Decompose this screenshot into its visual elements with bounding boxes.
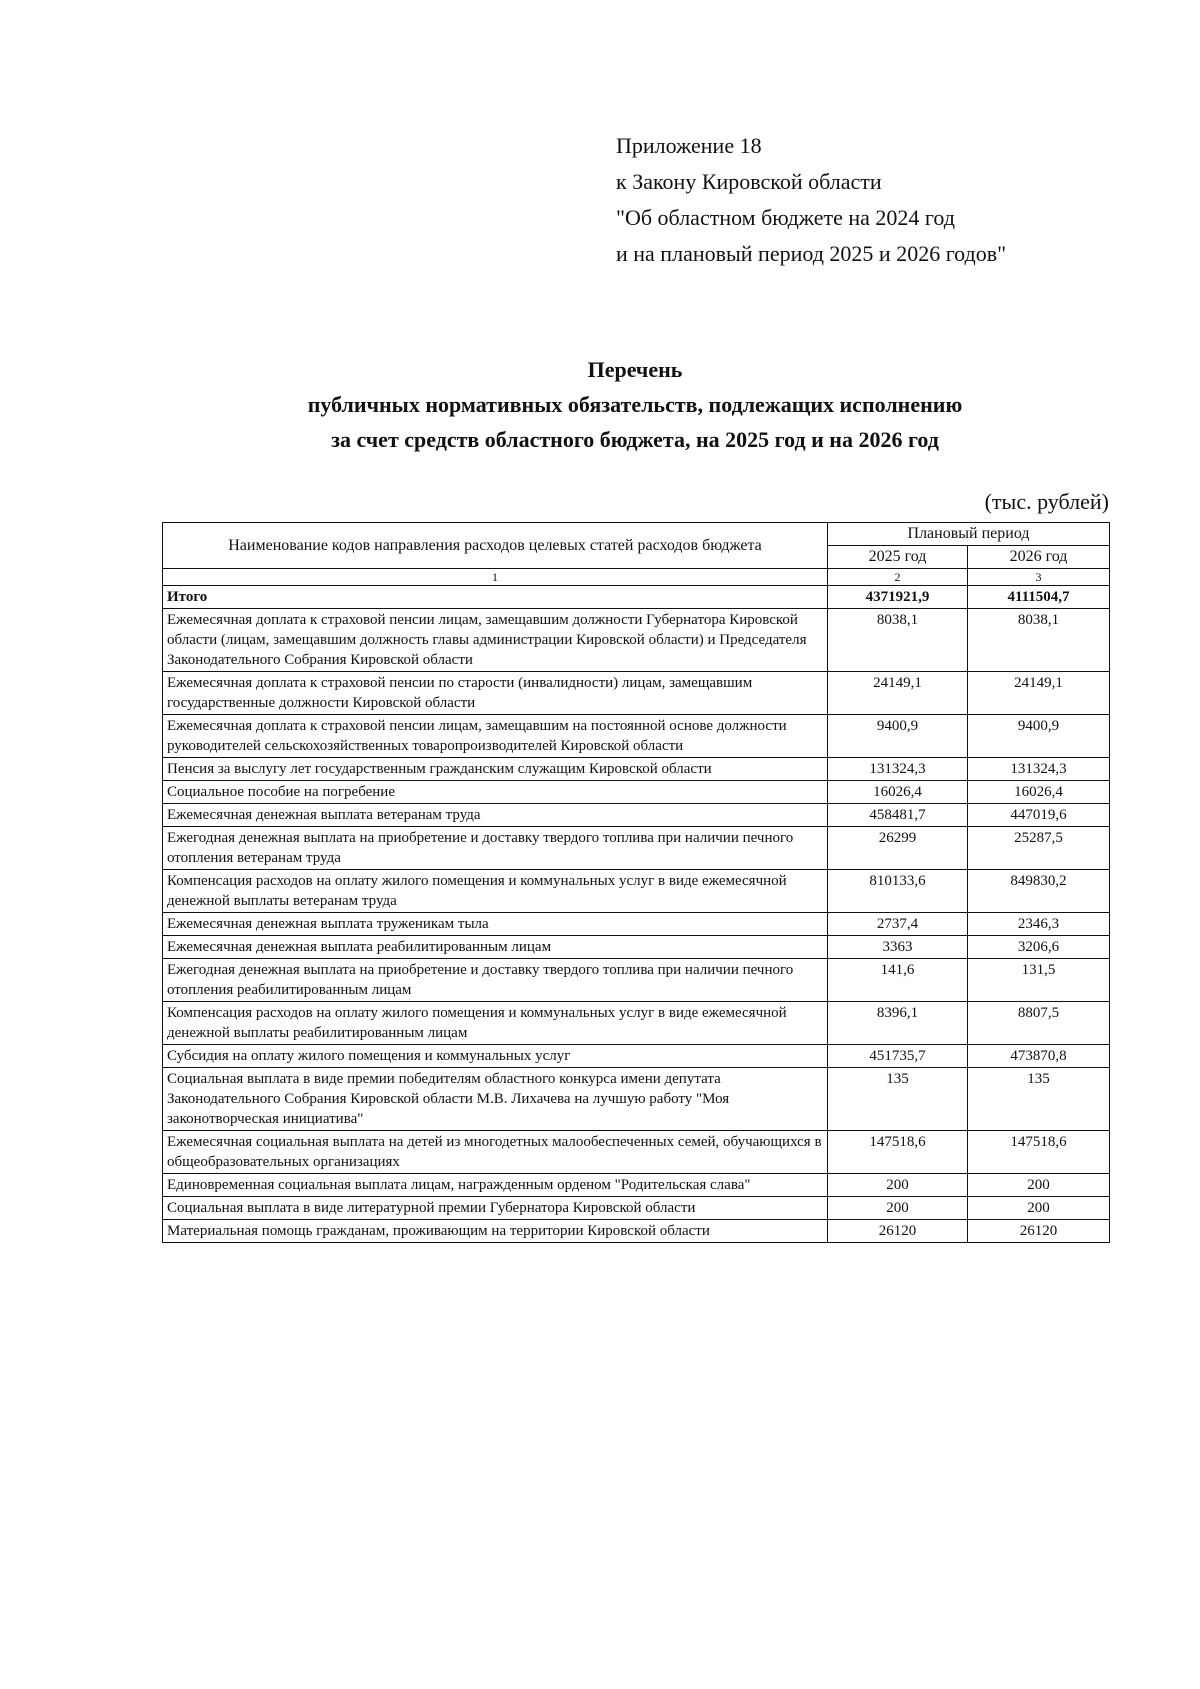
row-value-2025: 135 xyxy=(828,1068,968,1131)
row-value-2025: 24149,1 xyxy=(828,672,968,715)
row-name: Ежегодная денежная выплата на приобретение и доставку твердого топлива при наличии печного отопления реабилитированным лицам xyxy=(163,959,828,1002)
title-line: за счет средств областного бюджета, на 2025 год и на 2026 год xyxy=(331,427,939,452)
row-value-2025: 200 xyxy=(828,1197,968,1220)
row-value-2026: 8807,5 xyxy=(968,1002,1110,1045)
row-value-2026: 16026,4 xyxy=(968,781,1110,804)
row-value-2025: 458481,7 xyxy=(828,804,968,827)
appendix-line: Приложение 18 xyxy=(616,133,762,158)
appendix-reference xyxy=(616,128,1006,272)
row-name: Единовременная социальная выплата лицам, награжденным орденом "Родительская слава" xyxy=(163,1174,828,1197)
appendix-line: к Закону Кировской области xyxy=(616,169,882,194)
row-value-2025: 451735,7 xyxy=(828,1045,968,1068)
row-value-2026: 473870,8 xyxy=(968,1045,1110,1068)
row-name: Пенсия за выслугу лет государственным гражданским служащим Кировской области xyxy=(163,758,828,781)
row-value-2026: 147518,6 xyxy=(968,1131,1110,1174)
table-row xyxy=(163,959,1110,1002)
row-value-2025: 141,6 xyxy=(828,959,968,1002)
header-year-2025: 2025 год xyxy=(828,546,968,569)
table-row xyxy=(163,758,1110,781)
table-row xyxy=(163,1220,1110,1243)
row-value-2025: 200 xyxy=(828,1174,968,1197)
row-value-2025: 26120 xyxy=(828,1220,968,1243)
table-row xyxy=(163,1002,1110,1045)
table-row xyxy=(163,913,1110,936)
row-value-2025: 3363 xyxy=(828,936,968,959)
row-value-2026: 2346,3 xyxy=(968,913,1110,936)
row-value-2026: 131324,3 xyxy=(968,758,1110,781)
row-value-2026: 24149,1 xyxy=(968,672,1110,715)
header-period: Плановый период xyxy=(828,523,1110,546)
row-value-2026: 8038,1 xyxy=(968,609,1110,672)
table-row xyxy=(163,870,1110,913)
row-value-2025: 8396,1 xyxy=(828,1002,968,1045)
row-value-2026: 200 xyxy=(968,1174,1110,1197)
table-row xyxy=(163,1045,1110,1068)
total-row xyxy=(163,586,1110,609)
table-row xyxy=(163,672,1110,715)
row-name: Ежемесячная денежная выплата труженикам тыла xyxy=(163,913,828,936)
row-value-2025: 26299 xyxy=(828,827,968,870)
row-name: Ежемесячная социальная выплата на детей из многодетных малообеспеченных семей, обучающихся в общеобразовательных организациях xyxy=(163,1131,828,1174)
document-title xyxy=(150,352,1120,457)
obligations-table xyxy=(162,522,1110,1243)
row-value-2026: 3206,6 xyxy=(968,936,1110,959)
row-value-2025: 131324,3 xyxy=(828,758,968,781)
table-row xyxy=(163,1197,1110,1220)
column-number: 3 xyxy=(968,569,1110,586)
table-row xyxy=(163,781,1110,804)
row-name: Социальное пособие на погребение xyxy=(163,781,828,804)
row-value-2025: 2737,4 xyxy=(828,913,968,936)
row-name: Ежегодная денежная выплата на приобретение и доставку твердого топлива при наличии печного отопления ветеранам труда xyxy=(163,827,828,870)
row-name: Ежемесячная денежная выплата ветеранам труда xyxy=(163,804,828,827)
table-row xyxy=(163,936,1110,959)
row-name: Социальная выплата в виде премии победителям областного конкурса имени депутата Законодательного Собрания Кировской области М.В. Лихачева на лучшую работу "Моя законотворческая инициатива" xyxy=(163,1068,828,1131)
header-year-2026: 2026 год xyxy=(968,546,1110,569)
table-row xyxy=(163,804,1110,827)
column-number: 2 xyxy=(828,569,968,586)
total-2025: 4371921,9 xyxy=(828,586,968,609)
row-name: Ежемесячная доплата к страховой пенсии лицам, замещавшим на постоянной основе должности руководителей сельскохозяйственных товаропроизводителей Кировской области xyxy=(163,715,828,758)
table-row xyxy=(163,715,1110,758)
total-2026: 4111504,7 xyxy=(968,586,1110,609)
row-value-2025: 810133,6 xyxy=(828,870,968,913)
row-value-2026: 131,5 xyxy=(968,959,1110,1002)
table-row xyxy=(163,1174,1110,1197)
title-line: публичных нормативных обязательств, подлежащих исполнению xyxy=(307,392,963,417)
table-row xyxy=(163,1068,1110,1131)
row-name: Ежемесячная денежная выплата реабилитированным лицам xyxy=(163,936,828,959)
row-name: Материальная помощь гражданам, проживающим на территории Кировской области xyxy=(163,1220,828,1243)
row-value-2025: 16026,4 xyxy=(828,781,968,804)
row-value-2026: 9400,9 xyxy=(968,715,1110,758)
row-value-2026: 200 xyxy=(968,1197,1110,1220)
row-value-2026: 849830,2 xyxy=(968,870,1110,913)
row-value-2026: 26120 xyxy=(968,1220,1110,1243)
column-number: 1 xyxy=(163,569,828,586)
row-value-2026: 135 xyxy=(968,1068,1110,1131)
row-name: Ежемесячная доплата к страховой пенсии по старости (инвалидности) лицам, замещавшим государственные должности Кировской области xyxy=(163,672,828,715)
row-value-2025: 9400,9 xyxy=(828,715,968,758)
appendix-line: и на плановый период 2025 и 2026 годов" xyxy=(616,241,1007,266)
row-name: Ежемесячная доплата к страховой пенсии лицам, замещавшим должности Губернатора Кировской области (лицам, замещавшим должность главы администрации Кировской области) и Председателя Законодательного Собрания Кировской области xyxy=(163,609,828,672)
row-value-2026: 447019,6 xyxy=(968,804,1110,827)
row-name: Компенсация расходов на оплату жилого помещения и коммунальных услуг в виде ежемесячной денежной выплаты ветеранам труда xyxy=(163,870,828,913)
total-label: Итого xyxy=(163,586,828,609)
table-row xyxy=(163,609,1110,672)
appendix-line: "Об областном бюджете на 2024 год xyxy=(616,205,955,230)
row-value-2026: 25287,5 xyxy=(968,827,1110,870)
row-name: Социальная выплата в виде литературной премии Губернатора Кировской области xyxy=(163,1197,828,1220)
row-value-2025: 147518,6 xyxy=(828,1131,968,1174)
row-name: Субсидия на оплату жилого помещения и коммунальных услуг xyxy=(163,1045,828,1068)
table-row xyxy=(163,1131,1110,1174)
units-label: (тыс. рублей) xyxy=(984,489,1109,514)
row-name: Компенсация расходов на оплату жилого помещения и коммунальных услуг в виде ежемесячной денежной выплаты реабилитированным лицам xyxy=(163,1002,828,1045)
header-name-column: Наименование кодов направления расходов целевых статей расходов бюджета xyxy=(163,523,828,569)
table-row xyxy=(163,827,1110,870)
title-line: Перечень xyxy=(587,357,683,382)
row-value-2025: 8038,1 xyxy=(828,609,968,672)
